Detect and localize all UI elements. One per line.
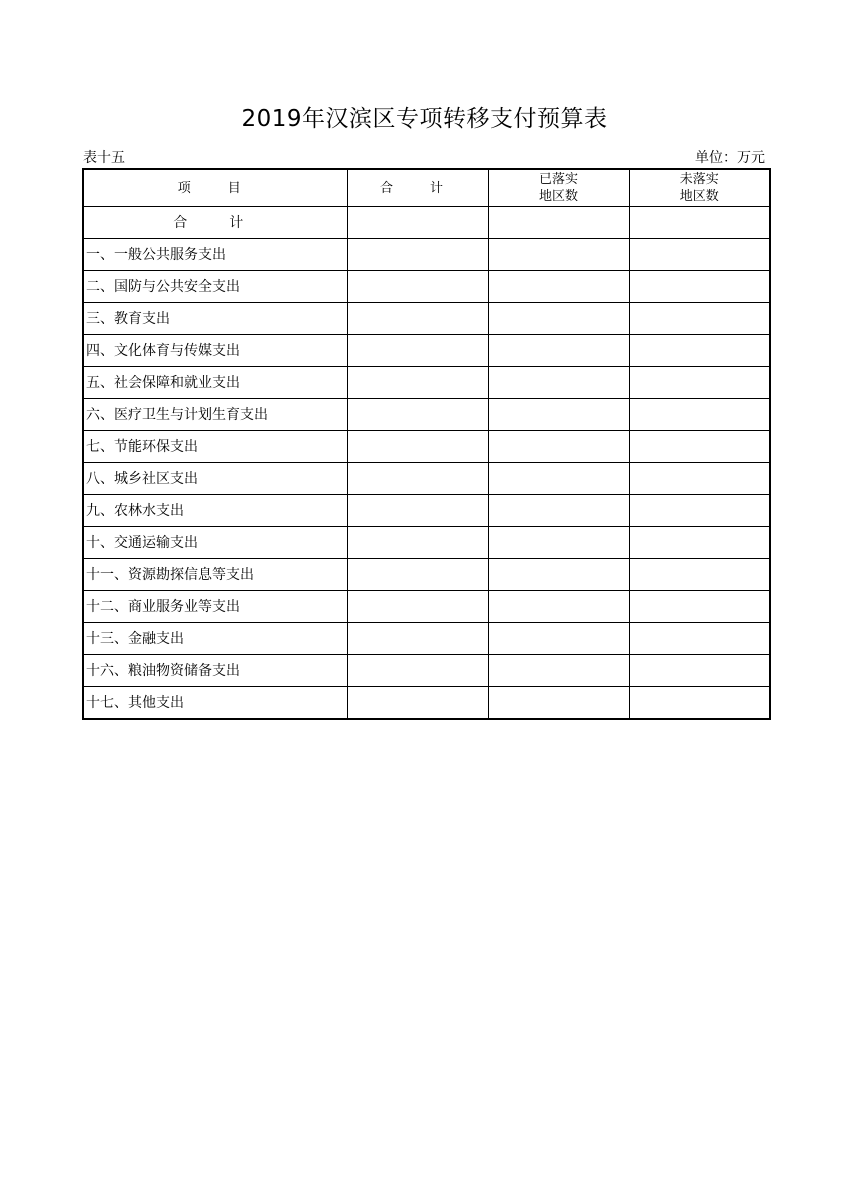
cell-implemented xyxy=(488,335,629,367)
total-row-label: 合 计 xyxy=(83,207,347,239)
cell-implemented xyxy=(488,399,629,431)
cell-total xyxy=(347,207,488,239)
unit-label: 单位：万元 xyxy=(695,150,765,166)
table-row xyxy=(83,271,770,303)
table-row xyxy=(83,303,770,335)
cell-implemented xyxy=(488,431,629,463)
cell-total xyxy=(347,399,488,431)
cell-implemented xyxy=(488,463,629,495)
cell-total xyxy=(347,335,488,367)
cell-unimplemented xyxy=(629,623,770,655)
row-label: 二、国防与公共安全支出 xyxy=(83,271,347,303)
cell-total xyxy=(347,463,488,495)
cell-unimplemented xyxy=(629,591,770,623)
cell-total xyxy=(347,591,488,623)
cell-total xyxy=(347,431,488,463)
cell-total xyxy=(347,495,488,527)
table-row xyxy=(83,463,770,495)
cell-unimplemented xyxy=(629,271,770,303)
cell-unimplemented xyxy=(629,495,770,527)
table-row xyxy=(83,559,770,591)
cell-total xyxy=(347,303,488,335)
cell-unimplemented xyxy=(629,687,770,720)
header-unimplemented-line2: 地区数 xyxy=(679,189,719,204)
table-row xyxy=(83,527,770,559)
cell-implemented xyxy=(488,271,629,303)
table-row xyxy=(83,623,770,655)
cell-implemented xyxy=(488,591,629,623)
cell-total xyxy=(347,239,488,271)
table-row xyxy=(83,495,770,527)
document-title: 2019年汉滨区专项转移支付预算表 xyxy=(241,106,608,132)
cell-implemented xyxy=(488,239,629,271)
table-number: 表十五 xyxy=(83,150,125,166)
row-label: 一、一般公共服务支出 xyxy=(83,239,347,271)
table-row xyxy=(83,687,770,720)
cell-unimplemented xyxy=(629,431,770,463)
cell-implemented xyxy=(488,303,629,335)
cell-implemented xyxy=(488,527,629,559)
cell-total xyxy=(347,271,488,303)
cell-implemented xyxy=(488,655,629,687)
cell-total xyxy=(347,367,488,399)
table-row xyxy=(83,399,770,431)
table-row xyxy=(83,239,770,271)
cell-unimplemented xyxy=(629,559,770,591)
cell-unimplemented xyxy=(629,463,770,495)
cell-implemented xyxy=(488,367,629,399)
cell-implemented xyxy=(488,559,629,591)
cell-unimplemented xyxy=(629,655,770,687)
row-label: 六、医疗卫生与计划生育支出 xyxy=(83,399,347,431)
cell-unimplemented xyxy=(629,335,770,367)
cell-unimplemented xyxy=(629,207,770,239)
row-label: 十三、金融支出 xyxy=(83,623,347,655)
row-label: 四、文化体育与传媒支出 xyxy=(83,335,347,367)
row-label: 八、城乡社区支出 xyxy=(83,463,347,495)
row-label: 五、社会保障和就业支出 xyxy=(83,367,347,399)
cell-total xyxy=(347,687,488,720)
budget-table xyxy=(82,168,771,720)
cell-total xyxy=(347,559,488,591)
total-row xyxy=(83,207,770,239)
row-label: 十一、资源勘探信息等支出 xyxy=(83,559,347,591)
table-row xyxy=(83,655,770,687)
row-label: 十、交通运输支出 xyxy=(83,527,347,559)
row-label: 三、教育支出 xyxy=(83,303,347,335)
header-implemented-line2: 地区数 xyxy=(538,189,578,204)
header-implemented-line1: 已落实 xyxy=(538,172,578,187)
cell-unimplemented xyxy=(629,303,770,335)
row-label: 十六、粮油物资储备支出 xyxy=(83,655,347,687)
cell-implemented xyxy=(488,207,629,239)
cell-implemented xyxy=(488,495,629,527)
cell-unimplemented xyxy=(629,367,770,399)
row-label: 十七、其他支出 xyxy=(83,687,347,720)
cell-implemented xyxy=(488,687,629,720)
cell-total xyxy=(347,655,488,687)
cell-unimplemented xyxy=(629,399,770,431)
cell-total xyxy=(347,623,488,655)
table-row xyxy=(83,367,770,399)
cell-unimplemented xyxy=(629,239,770,271)
table-row xyxy=(83,431,770,463)
table-row xyxy=(83,335,770,367)
cell-unimplemented xyxy=(629,527,770,559)
row-label: 九、农林水支出 xyxy=(83,495,347,527)
header-total: 合 计 xyxy=(347,169,488,207)
row-label: 七、节能环保支出 xyxy=(83,431,347,463)
cell-total xyxy=(347,527,488,559)
header-implemented xyxy=(488,169,629,207)
row-label: 十二、商业服务业等支出 xyxy=(83,591,347,623)
table-row xyxy=(83,591,770,623)
header-unimplemented xyxy=(629,169,770,207)
header-item: 项 目 xyxy=(83,169,347,207)
cell-implemented xyxy=(488,623,629,655)
header-unimplemented-line1: 未落实 xyxy=(679,172,719,187)
header-row xyxy=(83,169,770,207)
